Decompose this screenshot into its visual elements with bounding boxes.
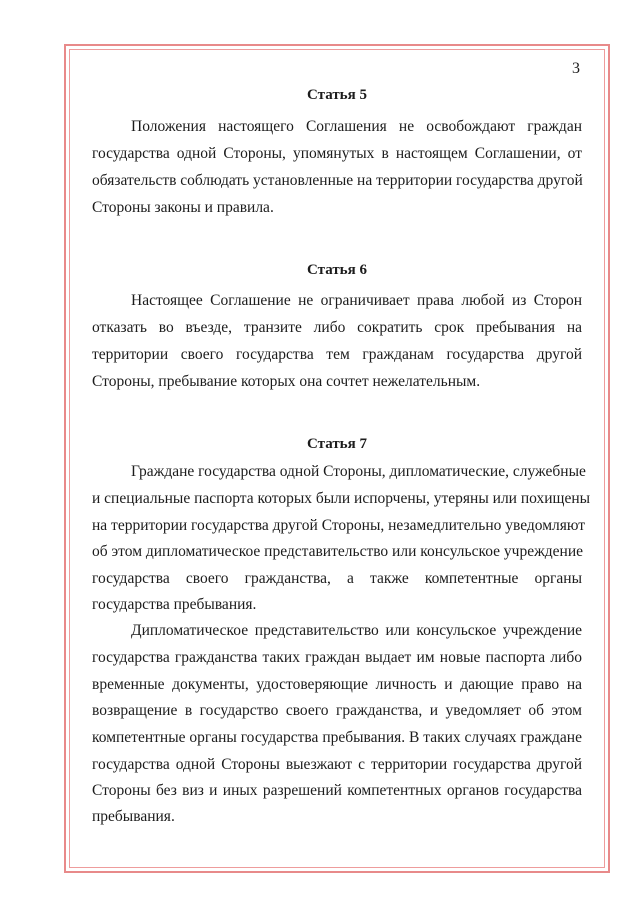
- page-number: 3: [572, 60, 580, 77]
- article-7-line: на территории государства другой Стороны, незамедлительно уведомляют: [92, 517, 586, 534]
- article-7-line: государства своего гражданства, а также компетентные органы: [92, 570, 582, 587]
- article-6-line: территории своего государства тем гражданам государства другой: [92, 346, 582, 363]
- article-6-line: отказать во въезде, транзите либо сократить срок пребывания на: [92, 319, 582, 336]
- article-5-heading: Статья 5: [307, 87, 367, 103]
- article-7-line: пребывания.: [92, 808, 175, 825]
- article-7-line: государства пребывания.: [92, 596, 257, 613]
- article-7-line: возвращение в государство своего гражданства, и уведомляет об этом: [92, 702, 582, 719]
- article-7-line: государства одной Стороны выезжают с территории государства другой: [92, 756, 582, 773]
- article-7-line: временные документы, удостоверяющие личность и дающие право на: [92, 676, 582, 693]
- article-5-line: государства одной Стороны, упомянутых в настоящем Соглашении, от: [92, 145, 582, 162]
- article-5-line: Стороны законы и правила.: [92, 199, 274, 216]
- article-6-line: Стороны, пребывание которых она сочтет нежелательным.: [92, 373, 481, 390]
- article-6-heading: Статья 6: [307, 262, 367, 278]
- article-5-line: обязательств соблюдать установленные на территории государства другой: [92, 172, 583, 189]
- article-6-line: Настоящее Соглашение не ограничивает права любой из Сторон: [131, 292, 582, 309]
- article-7-line: Граждане государства одной Стороны, дипломатические, служебные: [131, 463, 586, 480]
- article-7-line: Стороны без виз и иных разрешений компетентных органов государства: [92, 782, 582, 799]
- article-7-heading: Статья 7: [307, 436, 367, 452]
- article-5-line: Положения настоящего Соглашения не освобождают граждан: [131, 118, 582, 135]
- article-7-line: и специальные паспорта которых были испорчены, утеряны или похищены: [92, 490, 591, 507]
- article-7-line: государства гражданства таких граждан выдает им новые паспорта либо: [92, 649, 582, 666]
- article-7-line: Дипломатическое представительство или консульское учреждение: [131, 622, 582, 639]
- article-7-line: об этом дипломатическое представительство или консульское учреждение: [92, 543, 584, 560]
- article-7-line: компетентные органы государства пребывания. В таких случаях граждане: [92, 729, 582, 746]
